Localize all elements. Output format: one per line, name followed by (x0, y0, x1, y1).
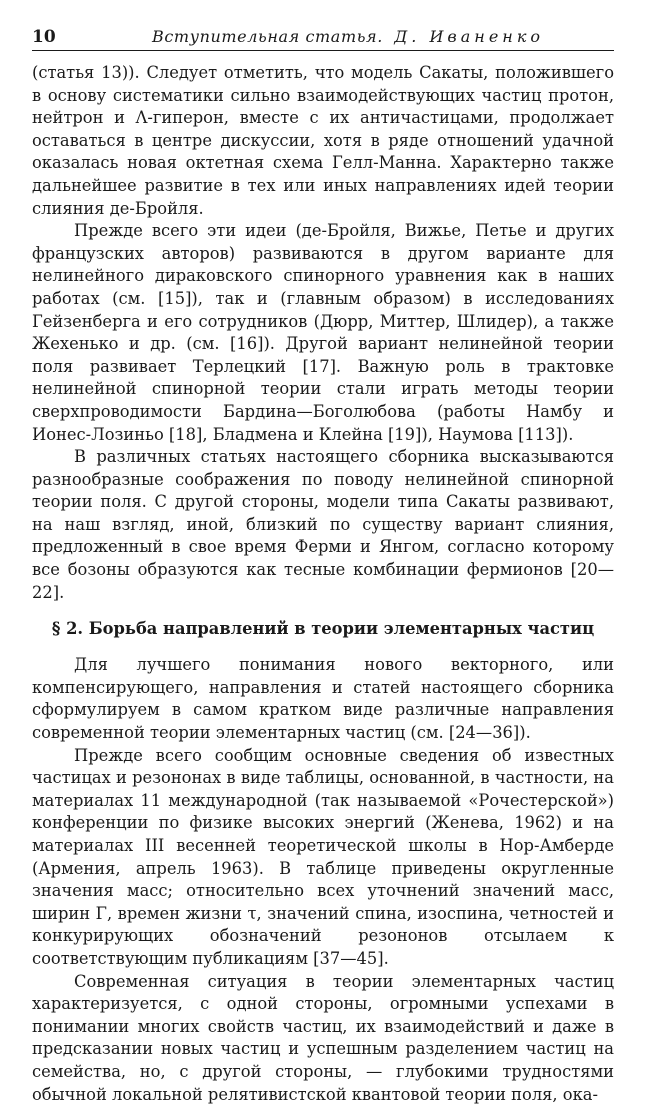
paragraph: В различных статьях настоящего сборника высказываются разнообразные соображения по поводу нелинейной спинорной теории поля. С другой стороны, модели типа Сакаты развивают, на наш взгляд, иной, близкий по существу вариант слияния, предложенный в свое время Ферми и Янгом, согласно которому все бозоны образуются как тесные комбинации фермионов [20—22]. (32, 447, 614, 602)
page-body (32, 62, 614, 1106)
running-head-author: Д. Иваненко (394, 27, 545, 46)
paragraph: Современная ситуация в теории элементарных частиц характеризуется, с одной стороны, огромными успехами в понимании многих свойств частиц, их взаимодействий и даже в предсказании новых частиц и успешным разделением частиц на семейства, но, с другой стороны, — глубокими трудностями обычной локальной релятивистской квантовой теории поля, ока- (32, 971, 614, 1104)
paragraph: Прежде всего сообщим основные сведения об известных частицах и резононах в виде таблицы, основанной, в частности, на материалах 11 международной (так называемой «Рочестерской») конференции по физике высоких энергий (Женева, 1962) и на материалах III весенней теоретической школы в Нор-Амберде (Армения, апрель 1963). В таблице приведены округленные значения масс; относительно всех уточнений значений масс, ширин Γ, времен жизни τ, значений спина, изоспина, четностей и конкурирующих обозначений резононов отсылаем к соответствующим публикациям [37—45]. (32, 745, 614, 968)
section-heading: § 2. Борьба направлений в теории элементарных частиц (51, 619, 595, 639)
paragraph-continuation: (статья 13)). Следует отметить, что модель Сакаты, положившего в основу систематики сильно взаимодействующих частиц протон, нейтрон и Λ-гиперон, вместе с их античастицами, продолжает оставаться в центре дискуссии, хотя в ряде отношений удачной оказалась новая октетная схема Гелл-Манна. Характерно также дальнейшее развитие в тех или иных направлениях идей теории слияния де-Бройля. (32, 63, 614, 218)
running-head-title: Вступительная статья. (152, 27, 383, 46)
page-number: 10 (32, 27, 56, 47)
paragraph: Для лучшего понимания нового векторного, или компенсирующего, направления и статей настоящего сборника сформулируем в самом кратком виде различные направления современной теории элементарных частиц (см. [24—36]). (32, 655, 614, 743)
running-head (152, 27, 544, 46)
paragraph: Прежде всего эти идеи (де-Бройля, Вижье, Петье и других французских авторов) развиваются в другом варианте для нелинейного дираковского спинорного уравнения как в наших работах (см. [15]), так и (главным образом) в исследованиях Гейзенберга и его сотрудников (Дюрр, Миттер, Шлидер), а также Жехенько и др. (см. [16]). Другой вариант нелинейной теории поля развивает Терлецкий [17]. Важную роль в трактовке нелинейной спинорной теории стали играть методы теории сверхпроводимости Бардина—Боголюбова (работы Намбу и Ионес-Лозиньо [18], Бладмена и Клейна [19]), Наумова [113]). (32, 221, 614, 444)
page-header (32, 24, 614, 51)
